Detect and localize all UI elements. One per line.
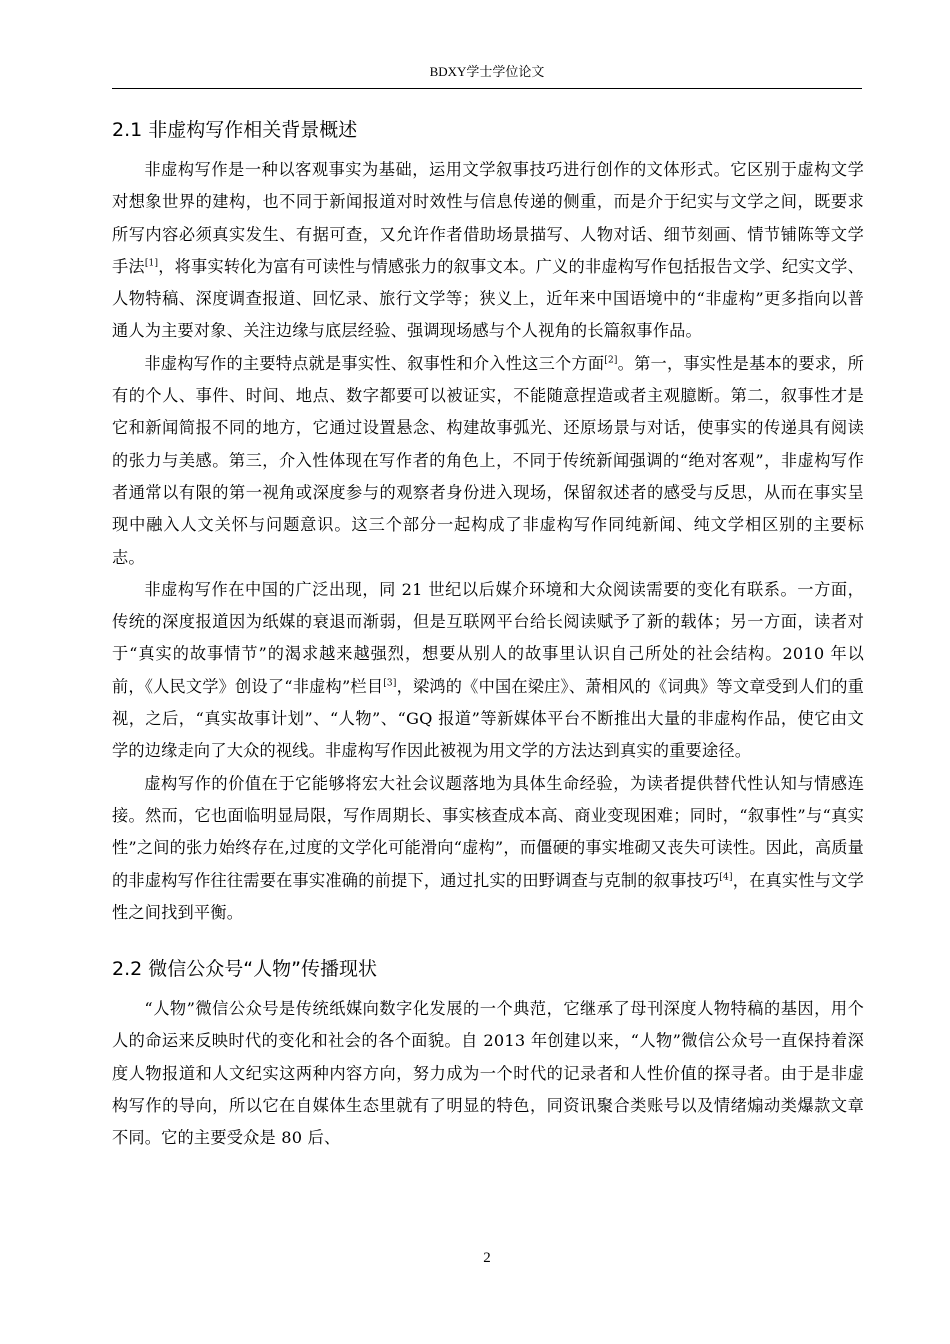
paragraph: 非虚构写作是一种以客观事实为基础，运用文学叙事技巧进行创作的文体形式。它区别于虚构文学对想象世界的建构，也不同于新闻报道对时效性与信息传递的侧重，而是介于纪实与文学之间，既要求所写内容必须真实发生、有据可查，又允许作者借助场景描写、人物对话、细节刻画、情节铺陈等文学手法[1]，将事实转化为富有可读性与情感张力的叙事文本。广义的非虚构写作包括报告文学、纪实文学、人物特稿、深度调查报道、回忆录、旅行文学等；狭义上，近年来中国语境中的“非虚构”更多指向以普通人为主要对象、关注边缘与底层经验、强调现场感与个人视角的长篇叙事作品。 — [112, 160, 864, 341]
citation-ref: [4] — [719, 872, 733, 883]
page-body — [112, 112, 864, 1155]
section-heading-2-1: 2.1 非虚构写作相关背景概述 — [112, 119, 358, 141]
paragraph: 非虚构写作的主要特点就是事实性、叙事性和介入性这三个方面[2]。第一，事实性是基本的要求，所有的个人、事件、时间、地点、数字都要可以被证实，不能随意捏造或者主观臆断。第二，叙事性才是它和新闻简报不同的地方，它通过设置悬念、构建故事弧光、还原场景与对话，使事实的传递具有阅读的张力与美感。第三，介入性体现在写作者的角色上，不同于传统新闻强调的“绝对客观”，非虚构写作者通常以有限的第一视角或深度参与的观察者身份进入现场，保留叙述者的感受与反思，从而在事实呈现中融入人文关怀与问题意识。这三个部分一起构成了非虚构写作同纯新闻、纯文学相区别的主要标志。 — [112, 353, 865, 567]
paragraph: 非虚构写作在中国的广泛出现，同 21 世纪以后媒介环境和大众阅读需要的变化有联系。一方面，传统的深度报道因为纸媒的衰退而渐弱，但是互联网平台给长阅读赋予了新的载体；另一方面，读者对于“真实的故事情节”的渴求越来越强烈，想要从别人的故事里认识自己所处的社会结构。2010 年以前，《人民文学》创设了“非虚构”栏目[3]，梁鸿的《中国在梁庄》、萧相风的《词典》等文章受到人们的重视，之后，“真实故事计划”、“人物”、“GQ 报道”等新媒体平台不断推出大量的非虚构作品，使它由文学的边缘走向了大众的视线。非虚构写作因此被视为用文学的方法达到真实的重要途径。 — [112, 579, 864, 761]
citation-ref: [1] — [144, 258, 159, 269]
page-number: 2 — [483, 1250, 491, 1266]
header-rule — [112, 88, 862, 89]
paragraph: “人物”微信公众号是传统纸媒向数字化发展的一个典范，它继承了母刊深度人物特稿的基因，用个人的命运来反映时代的变化和社会的各个面貌。自 2013 年创建以来，“人物”微信公众号一直保持着深度人物报道和人文纪实这两种内容方向，努力成为一个时代的记录者和人性价值的探寻者。由于是非虚构写作的导向，所以它在自媒体生态里就有了明显的特色，同资讯聚合类账号以及情绪煽动类爆款文章不同。它的主要受众是 80 后、 — [112, 999, 864, 1148]
running-header: BDXY学士学位论文 — [429, 64, 545, 79]
citation-ref: [2] — [604, 355, 618, 366]
section-heading-2-2: 2.2 微信公众号“人物”传播现状 — [112, 958, 377, 981]
citation-ref: [3] — [383, 678, 397, 689]
paragraph: 虚构写作的价值在于它能够将宏大社会议题落地为具体生命经验，为读者提供替代性认知与情感连接。然而，它也面临明显局限，写作周期长、事实核查成本高、商业变现困难；同时，“叙事性”与“真实性”之间的张力始终存在,过度的文学化可能滑向“虚构”，而僵硬的事实堆砌又丧失可读性。因此，高质量的非虚构写作往往需要在事实准确的前提下，通过扎实的田野调查与克制的叙事技巧[4]，在真实性与文学性之间找到平衡。 — [112, 773, 864, 922]
